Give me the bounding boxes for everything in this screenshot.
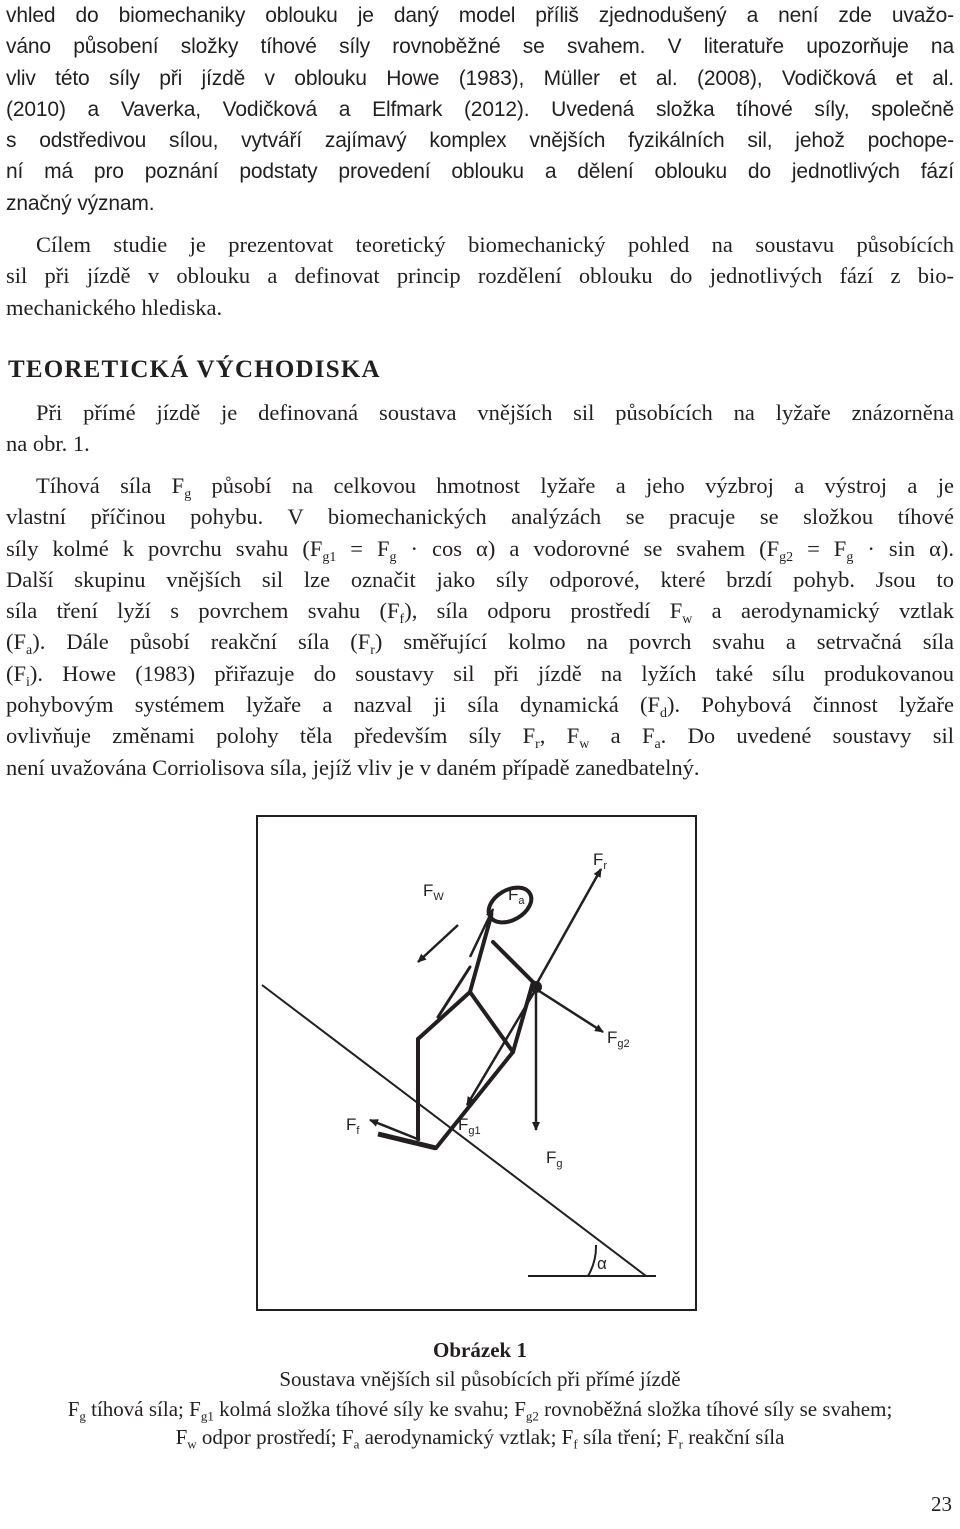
text-line: vliv této síly při jízdě v oblouku Howe (1983), Müller et al. (2008), Vodičková et al.: [6, 66, 954, 90]
section-heading: TEORETICKÁ VÝCHODISKA: [8, 356, 381, 383]
figure-caption-legend: $F_g$ tíhová síla; $F_{g1}$ kolmá složka tíhové síly ke svahu; $F_{g2}$ rovnoběžná složka tíhové síly se svahem;: [67, 1397, 893, 1424]
text-line: vlastní příčinou pohybu. V biomechanických analýzách se pracuje se složkou tíhové: [6, 504, 954, 530]
label-fg: $F_g$: [546, 1148, 563, 1170]
text-line: sil při jízdě v oblouku a definovat princip rozdělení oblouku do jednotlivých fází z bio-: [6, 263, 954, 289]
figure-caption-subtitle: Soustava vnějších sil působících při přímé jízdě: [279, 1367, 681, 1391]
text-line: Další skupinu vnějších sil lze označit jako síly odporové, které brzdí pohyb. Jsou to: [6, 566, 954, 592]
text-line: s odstředivou sílou, vytváří zajímavý komplex vnějších fyzikálních sil, jehož pochope-: [6, 129, 954, 153]
arrow-fw: [418, 925, 458, 962]
arrow-fg1: [467, 989, 536, 1105]
label-fg2: $F_{g2}$: [607, 1028, 630, 1050]
text-line: značný význam.: [6, 191, 155, 215]
forces-diagram-svg: [258, 817, 695, 1309]
text-line: ní má pro poznání podstaty provedení oblouku a dělení oblouku do jednotlivých fází: [6, 160, 954, 184]
text-line: $(F_a)$. Dále působí reakční síla $(F_r)$ směřující kolmo na povrch svahu a setrvačná síla: [6, 629, 954, 659]
label-fr: $F_r$: [593, 850, 608, 872]
figure-caption-legend: $F_w$ odpor prostředí; $F_a$ aerodynamický vztlak; $F_f$ síla tření; $F_r$ reakční síla: [175, 1425, 785, 1452]
label-fg1: $F_{g1}$: [458, 1115, 481, 1137]
arrow-fr: [536, 869, 601, 985]
text-line: ovlivňuje změnami polohy těla především síly $F_r$, $F_w$ a $F_a$. Do uvedené soustavy sil: [6, 723, 955, 753]
text-line: Při přímé jízdě je definovaná soustava vnějších sil působících na lyžaře znázorněna: [36, 400, 954, 425]
force-arrows: [370, 869, 603, 1140]
text-line: Tíhová síla $F_g$ působí na celkovou hmotnost lyžaře a jeho výzbroj a výstroj a je: [36, 473, 954, 502]
arrow-fg2: [536, 989, 603, 1032]
text-line: váno působení složky tíhové síly rovnoběžné se svahem. V literatuře upozorňuje na: [6, 35, 954, 59]
text-line: není uvažována Corriolisova síla, jejíž vliv je v daném případě zanedbatelný.: [6, 754, 700, 780]
label-fa: $F_a$: [508, 885, 525, 907]
label-ff: $F_f$: [346, 1115, 360, 1137]
text-line: (2010) a Vaverka, Vodičková a Elfmark (2012). Uvedená složka tíhové síly, společně: [6, 97, 954, 121]
figure-forces-diagram: [256, 815, 697, 1311]
alpha-label: α: [597, 1254, 607, 1273]
skier-figure: [418, 881, 537, 1148]
slope-line: [262, 985, 646, 1276]
text-line: vhled do biomechaniky oblouku je daný model příliš zjednodušený a není zde uvažo-: [6, 4, 954, 27]
text-line: síla tření lyží s povrchem svahu $(F_f)$, síla odporu prostředí $F_w$ a aerodynamický vztlak: [6, 598, 954, 628]
paragraph-definition: [6, 397, 954, 460]
paragraph-aim: [6, 229, 954, 323]
text-line: síly kolmé k povrchu svahu $(F_{g1} = F_g \cdot \cos \alpha)$ a vodorovné se svahem $(F_{g2} = F_g \cdot \sin \alpha)$.: [6, 535, 955, 565]
figure-caption-title: Obrázek 1: [433, 1338, 527, 1362]
label-fw: $F_W$: [423, 881, 444, 903]
page-number: 23: [931, 1492, 952, 1516]
text-line: na obr. 1.: [6, 431, 90, 457]
text-line: mechanického hlediska.: [6, 294, 223, 320]
paragraph-intro: [6, 0, 954, 219]
text-line: pohybovým systémem lyžaře a nazval ji síla dynamická $(F_d)$. Pohybová činnost lyžaře: [6, 692, 954, 721]
paragraph-forces: [6, 470, 954, 783]
text-line: $(F_i)$. Howe (1983) přiřazuje do soustavy sil při jízdě na lyžích také sílu produkovanou: [6, 660, 954, 690]
angle-arc: [588, 1245, 596, 1276]
text-line: Cílem studie je prezentovat teoretický biomechanický pohled na soustavu působících: [36, 232, 954, 257]
